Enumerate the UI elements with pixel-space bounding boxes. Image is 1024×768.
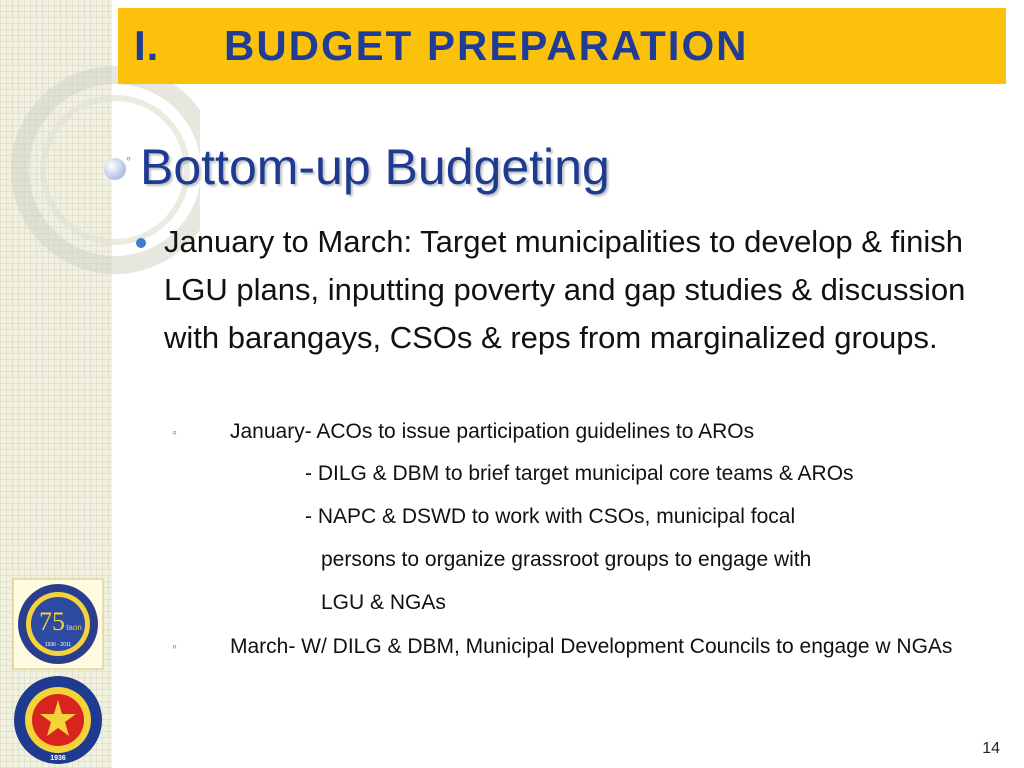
bullet-dot-icon	[136, 238, 146, 248]
sub-item-text: March- W/ DILG & DBM, Municipal Development Councils to engage w NGAs	[230, 635, 953, 658]
title-number: I.	[134, 22, 160, 69]
svg-text:75: 75	[39, 607, 65, 636]
svg-text:1936 - 2011: 1936 - 2011	[44, 642, 72, 648]
sub-item-line: January- ACOs to issue participation guidelines to AROs	[230, 420, 755, 443]
sub-bullet-ring-icon: ◦	[172, 638, 177, 654]
sub-item-line: LGU & NGAs	[321, 591, 446, 614]
sub-bullet-ring-icon: ◦	[172, 424, 177, 440]
svg-text:1936: 1936	[50, 755, 66, 762]
ring-bullet-icon: ◦	[126, 150, 131, 166]
main-bullet-text: January to March: Target municipalities to develop & finish LGU plans, inputting poverty and gap studies & discussion with barangays, CSOs & reps from marginalized groups.	[164, 224, 966, 355]
slide-title: BUDGET PREPARATION	[224, 22, 749, 69]
slide-subtitle: Bottom-up Budgeting	[140, 139, 610, 195]
sub-item-line: persons to organize grassroot groups to engage with	[321, 548, 812, 571]
anniversary-seal-logo	[12, 578, 104, 670]
sub-item-line: - NAPC & DSWD to work with CSOs, municipal focal	[305, 505, 796, 528]
svg-text:taon: taon	[66, 623, 82, 632]
page-number: 14	[982, 740, 1000, 757]
sub-item-line: - DILG & DBM to brief target municipal core teams & AROs	[305, 462, 854, 485]
dbm-seal-logo	[12, 674, 104, 766]
